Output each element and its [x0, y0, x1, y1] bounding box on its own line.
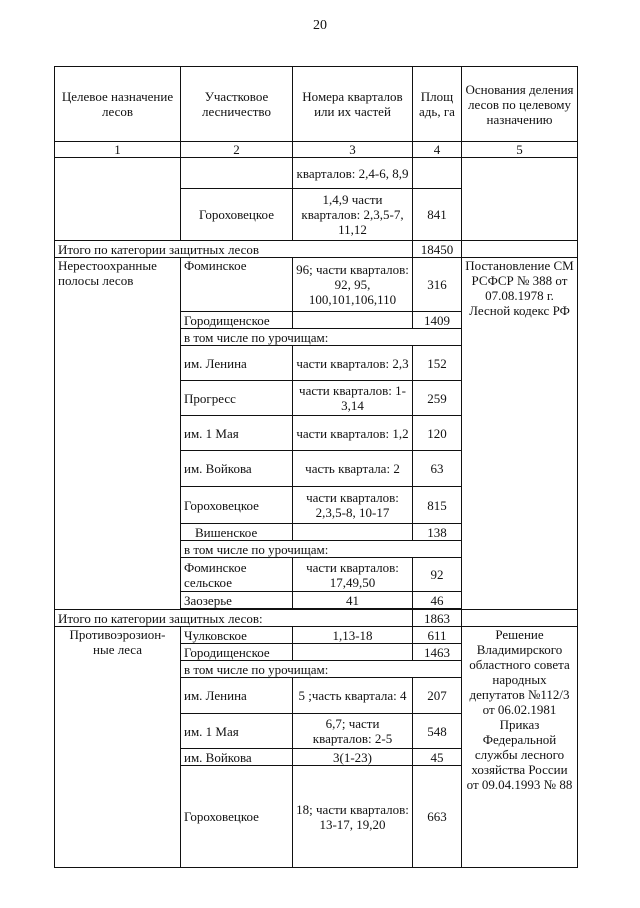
header-purpose: Целевое назначение лесов: [55, 67, 181, 142]
forestry-cell: им. Ленина: [181, 346, 293, 381]
table-row: [55, 158, 578, 189]
quarters-cell: [293, 312, 413, 329]
area-cell: 92: [413, 558, 462, 592]
forestry-cell: Вишенское: [181, 524, 293, 541]
forestry-cell: Городищенское: [181, 312, 293, 329]
quarters-cell: 18; части кварталов: 13-17, 19,20: [293, 766, 413, 868]
forest-purpose-table: [54, 66, 578, 868]
forestry-cell: Прогресс: [181, 381, 293, 416]
quarters-cell: части кварталов: 2,3,5-8, 10-17: [293, 487, 413, 524]
purpose-cell: [55, 158, 181, 241]
forestry-cell: Городищенское: [181, 644, 293, 661]
area-cell: [413, 158, 462, 189]
quarters-cell: 1,13-18: [293, 627, 413, 644]
area-cell: 548: [413, 714, 462, 749]
header-number-row: [55, 142, 578, 158]
purpose-cell: Нерестоохранные полосы лесов: [55, 258, 181, 610]
forestry-cell: Фоминское сельское: [181, 558, 293, 592]
total-value: 18450: [413, 241, 462, 258]
page-number: 20: [313, 18, 327, 33]
quarters-cell: 41: [293, 592, 413, 609]
forestry-cell: Заозерье: [181, 592, 293, 609]
header-quarters: Номера кварталов или их частей: [293, 67, 413, 142]
subgroup-label: в том числе по урочищам:: [181, 661, 462, 678]
purpose-cell: Противоэрозион- ные леса: [55, 627, 181, 868]
forestry-cell: Чулковское: [181, 627, 293, 644]
header-area: Площ адь, га: [413, 67, 462, 142]
quarters-cell: 1,4,9 части кварталов: 2,3,5-7, 11,12: [293, 189, 413, 241]
area-cell: 611: [413, 627, 462, 644]
area-cell: 1409: [413, 312, 462, 329]
header-number: 5: [462, 142, 578, 158]
header-number: 3: [293, 142, 413, 158]
header-number: 4: [413, 142, 462, 158]
quarters-cell: кварталов: 2,4-6, 8,9: [293, 158, 413, 189]
area-cell: 152: [413, 346, 462, 381]
forestry-cell: Гороховецкое: [181, 487, 293, 524]
forestry-cell: им. 1 Мая: [181, 416, 293, 451]
quarters-cell: 3(1-23): [293, 749, 413, 766]
total-value: 1863: [413, 610, 462, 627]
area-cell: 138: [413, 524, 462, 541]
forestry-cell: им. Войкова: [181, 749, 293, 766]
total-label: Итого по категории защитных лесов: [55, 241, 413, 258]
basis-cell: Решение Владимирского областного совета народных депутатов №112/3 от 06.02.1981 Приказ Федеральной службы лесного хозяйства России от 09.04.1993 № 88: [462, 627, 578, 868]
header-row: [55, 67, 578, 142]
forestry-cell: им. Войкова: [181, 451, 293, 487]
forestry-cell: им. Ленина: [181, 678, 293, 714]
area-cell: 663: [413, 766, 462, 868]
area-cell: 841: [413, 189, 462, 241]
header-number: 1: [55, 142, 181, 158]
area-cell: 815: [413, 487, 462, 524]
header-forestry: Участковое лесничество: [181, 67, 293, 142]
quarters-cell: части кварталов: 1-3,14: [293, 381, 413, 416]
area-cell: 46: [413, 592, 462, 609]
area-cell: 259: [413, 381, 462, 416]
total-label: Итого по категории защитных лесов:: [55, 610, 413, 627]
basis-cell: [462, 158, 578, 241]
forestry-cell: [181, 158, 293, 189]
header-basis: Основания деления лесов по целевому назначению: [462, 67, 578, 142]
forestry-cell: Фоминское: [181, 258, 293, 312]
total-row: [55, 610, 578, 627]
quarters-cell: 6,7; части кварталов: 2-5: [293, 714, 413, 749]
quarters-cell: 96; части кварталов: 92, 95, 100,101,106,110: [293, 258, 413, 312]
area-cell: 1463: [413, 644, 462, 661]
quarters-cell: части кварталов: 2,3: [293, 346, 413, 381]
quarters-cell: части кварталов: 17,49,50: [293, 558, 413, 592]
basis-cell: [462, 241, 578, 258]
basis-cell: [462, 610, 578, 627]
quarters-cell: [293, 644, 413, 661]
subgroup-label: в том числе по урочищам:: [181, 541, 462, 558]
area-cell: 120: [413, 416, 462, 451]
quarters-cell: части кварталов: 1,2: [293, 416, 413, 451]
basis-cell: Постановление СМ РСФСР № 388 от 07.08.1978 г. Лесной кодекс РФ: [462, 258, 578, 610]
total-row: [55, 241, 578, 258]
area-cell: 316: [413, 258, 462, 312]
table-row: [55, 258, 578, 312]
forestry-cell: Гороховецкое: [181, 189, 293, 241]
forestry-cell: им. 1 Мая: [181, 714, 293, 749]
area-cell: 45: [413, 749, 462, 766]
table-row: [55, 627, 578, 644]
quarters-cell: часть квартала: 2: [293, 451, 413, 487]
area-cell: 207: [413, 678, 462, 714]
quarters-cell: [293, 524, 413, 541]
quarters-cell: 5 ;часть квартала: 4: [293, 678, 413, 714]
area-cell: 63: [413, 451, 462, 487]
forestry-cell: Гороховецкое: [181, 766, 293, 868]
header-number: 2: [181, 142, 293, 158]
subgroup-label: в том числе по урочищам:: [181, 329, 462, 346]
